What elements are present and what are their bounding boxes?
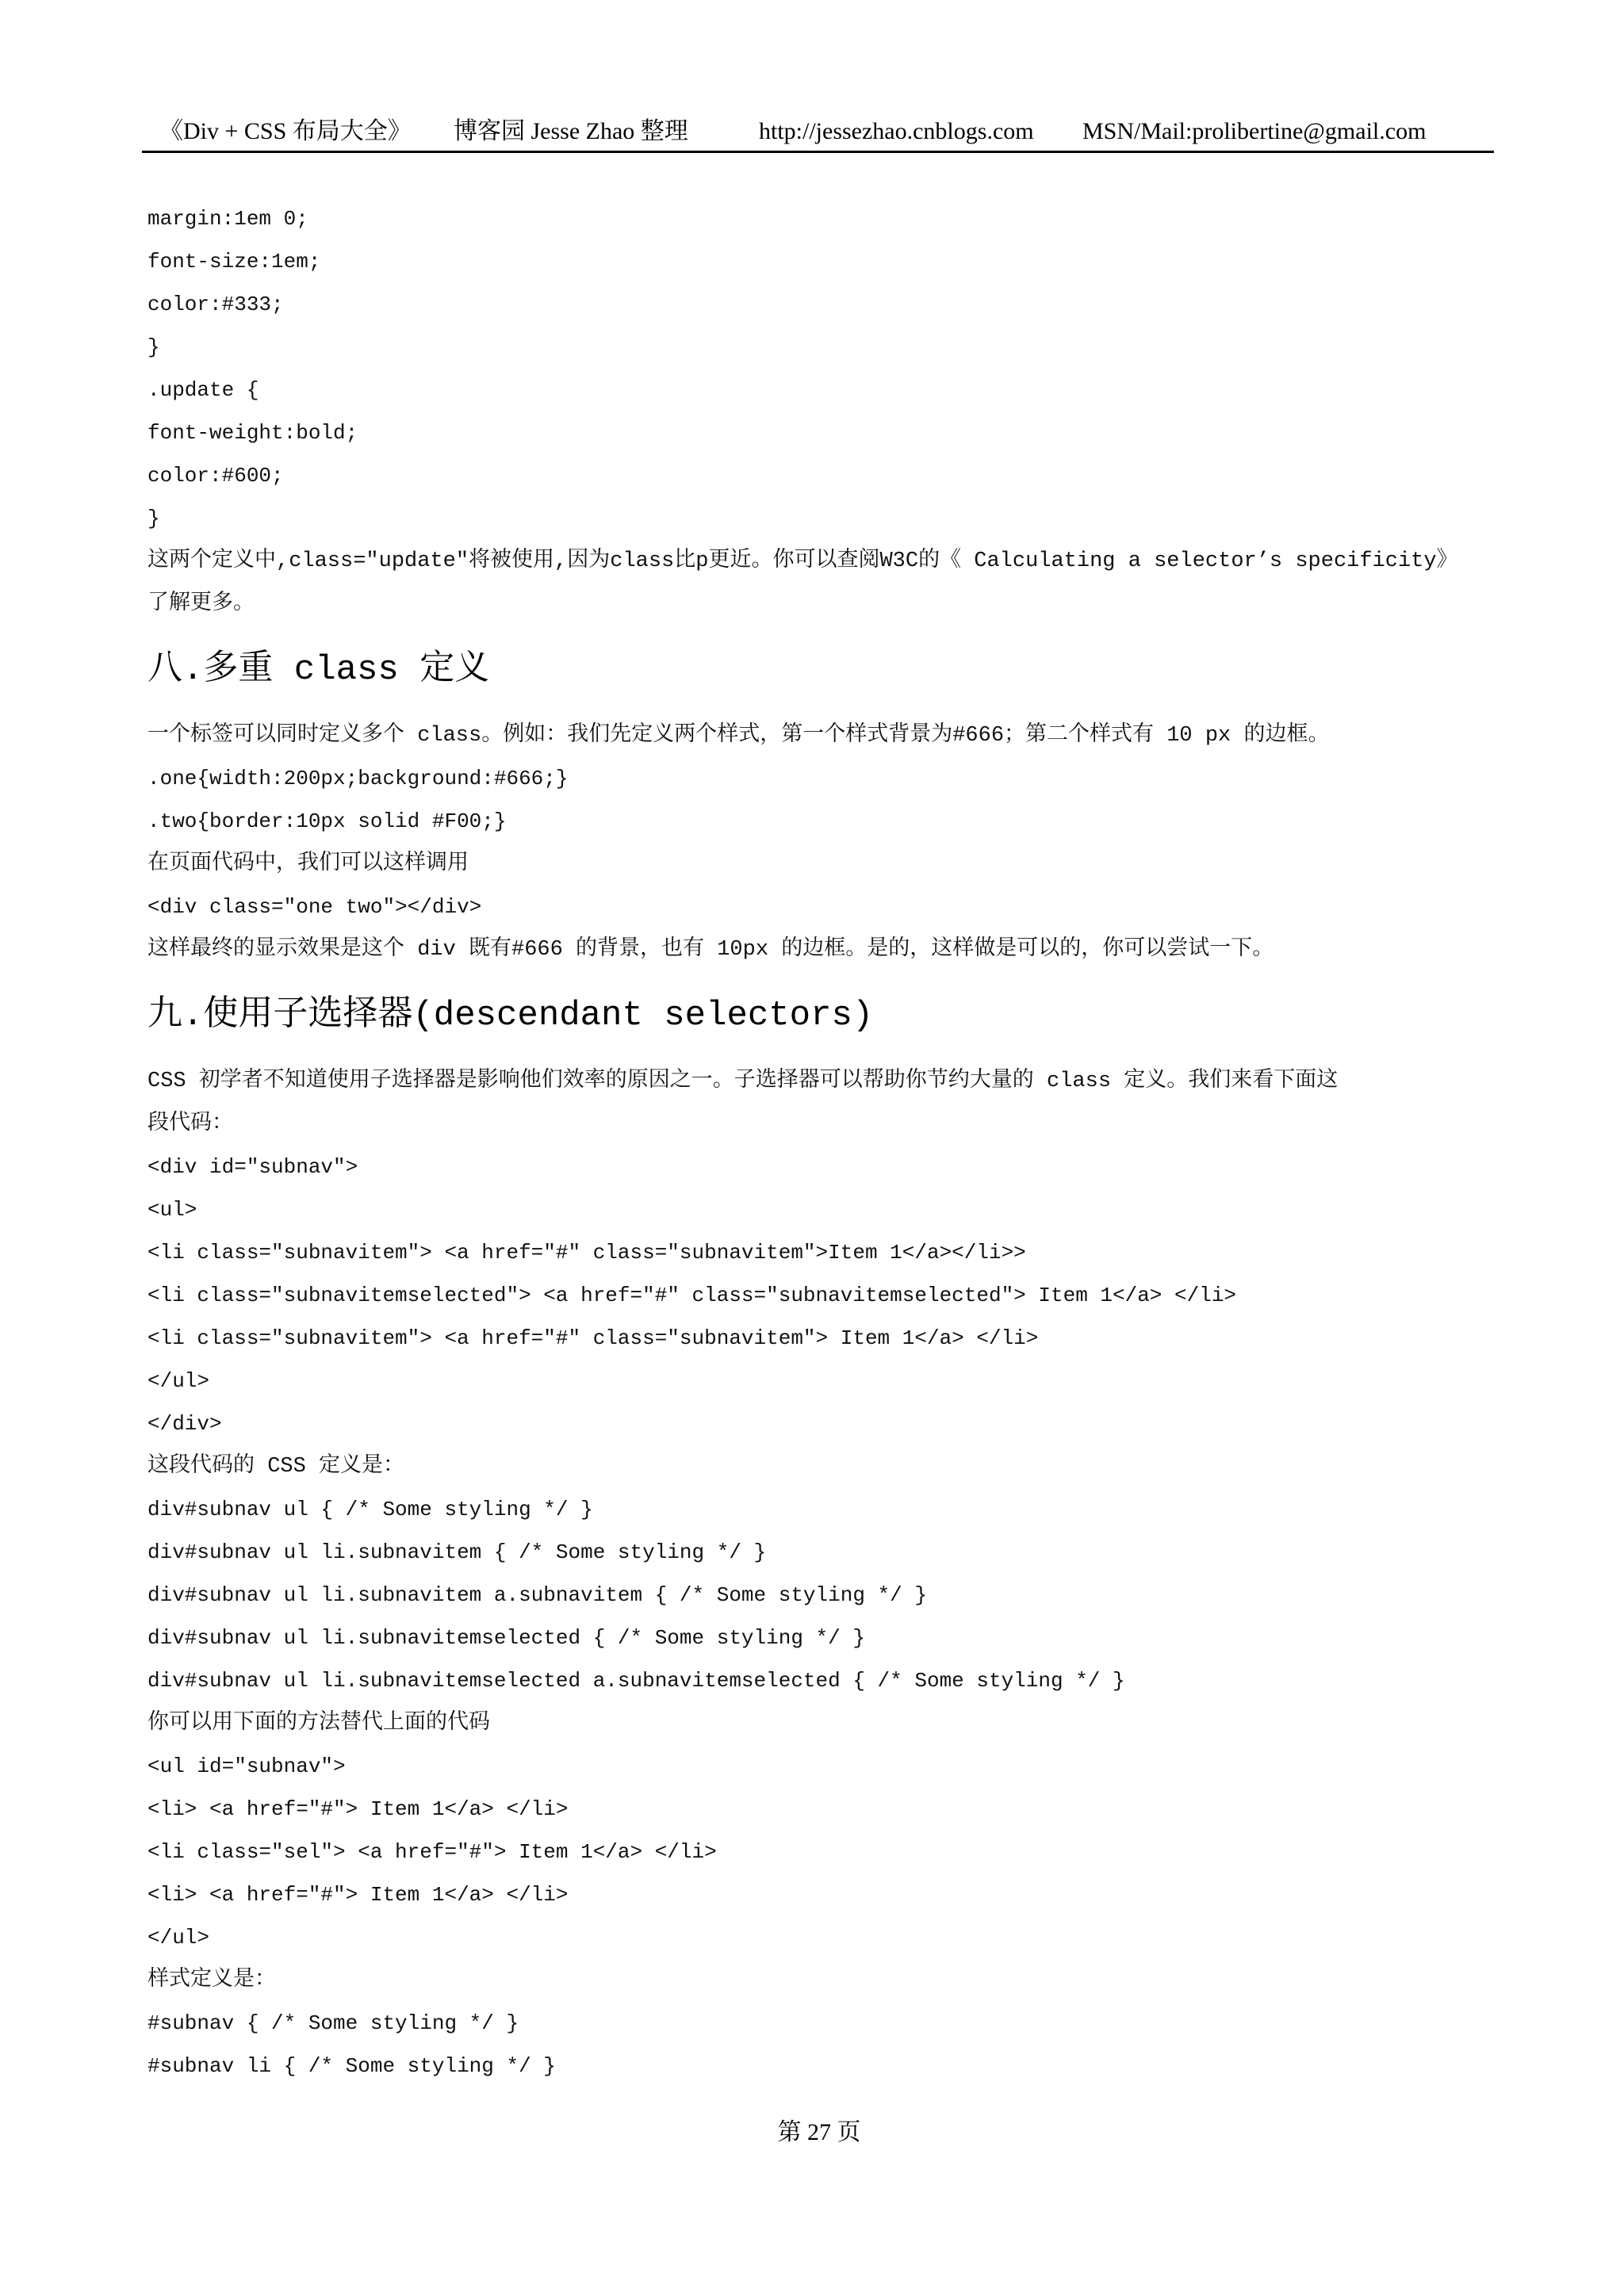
code-line: <li class="subnavitem"> <a href="#" class="subnavitem">Item 1</a></li>>	[147, 1241, 1026, 1265]
code-line: <div class="one two"></div>	[147, 895, 482, 919]
paragraph-line: 你可以用下面的方法替代上面的代码	[147, 1712, 490, 1735]
header-contact: MSN/Mail:prolibertine@gmail.com	[1082, 118, 1427, 144]
paragraph-line: 在页面代码中，我们可以这样调用	[147, 852, 469, 876]
code-line: margin:1em 0;	[147, 207, 308, 231]
page-number: 第 27 页	[777, 2119, 861, 2145]
header-blog-url: http://jessezhao.cnblogs.com	[759, 118, 1034, 144]
code-line: #subnav li { /* Some styling */ }	[147, 2054, 556, 2078]
header-divider	[142, 151, 1494, 153]
paragraph-line: 了解更多。	[147, 592, 255, 616]
code-line: font-size:1em;	[147, 250, 321, 274]
code-line: }	[147, 507, 160, 530]
code-line: <div id="subnav">	[147, 1155, 358, 1179]
header-compiler: 博客园 Jesse Zhao 整理	[454, 118, 688, 144]
code-line: <li> <a href="#"> Item 1</a> </li>	[147, 1883, 569, 1907]
paragraph-line: 这两个定义中,class="update"将被使用,因为class比p更近。你可以查阅W3C的《 Calculating a selector’s specificity》	[147, 549, 1458, 573]
code-line: <li> <a href="#"> Item 1</a> </li>	[147, 1797, 569, 1821]
code-line: div#subnav ul { /* Some styling */ }	[147, 1498, 593, 1521]
section-heading-8: 八.多重 class 定义	[147, 650, 490, 690]
code-line: div#subnav ul li.subnavitemselected { /* Some styling */ }	[147, 1626, 865, 1650]
header-book-title: 《Div + CSS 布局大全》	[159, 118, 412, 144]
code-line: font-weight:bold;	[147, 421, 358, 445]
code-line: .two{border:10px solid #F00;}	[147, 809, 507, 833]
code-line: .one{width:200px;background:#666;}	[147, 767, 569, 790]
code-line: <li class="sel"> <a href="#"> Item 1</a> </li>	[147, 1840, 717, 1864]
paragraph-line: CSS 初学者不知道使用子选择器是影响他们效率的原因之一。子选择器可以帮助你节约大量的 class 定义。我们来看下面这	[147, 1070, 1339, 1093]
code-line: <ul>	[147, 1198, 197, 1222]
paragraph-line: 这段代码的 CSS 定义是：	[147, 1455, 405, 1479]
paragraph-line: 一个标签可以同时定义多个 class。例如：我们先定义两个样式，第一个样式背景为#666；第二个样式有 10 px 的边框。	[147, 724, 1330, 748]
code-line: }	[147, 335, 160, 359]
code-line: </ul>	[147, 1926, 210, 1950]
code-line: color:#600;	[147, 464, 284, 488]
page-body	[147, 197, 1494, 2087]
code-line: .update {	[147, 378, 259, 402]
paragraph-line: 这样最终的显示效果是这个 div 既有#666 的背景，也有 10px 的边框。是的，这样做是可以的，你可以尝试一下。	[147, 938, 1274, 962]
code-line: <li class="subnavitemselected"> <a href="#" class="subnavitemselected"> Item 1</a> </li>	[147, 1284, 1237, 1307]
code-line: div#subnav ul li.subnavitemselected a.subnavitemselected { /* Some styling */ }	[147, 1669, 1125, 1693]
code-line: <ul id="subnav">	[147, 1755, 346, 1778]
code-line: color:#333;	[147, 293, 284, 316]
paragraph-line: 段代码：	[147, 1112, 233, 1136]
code-line: </div>	[147, 1412, 222, 1436]
code-line: <li class="subnavitem"> <a href="#" class="subnavitem"> Item 1</a> </li>	[147, 1326, 1039, 1350]
code-line: </ul>	[147, 1369, 210, 1393]
code-line: #subnav { /* Some styling */ }	[147, 2011, 519, 2035]
code-line: div#subnav ul li.subnavitem { /* Some styling */ }	[147, 1540, 767, 1564]
paragraph-line: 样式定义是：	[147, 1969, 276, 1992]
section-heading-9: 九.使用子选择器(descendant selectors)	[147, 996, 874, 1035]
code-line: div#subnav ul li.subnavitem a.subnavitem { /* Some styling */ }	[147, 1583, 927, 1607]
